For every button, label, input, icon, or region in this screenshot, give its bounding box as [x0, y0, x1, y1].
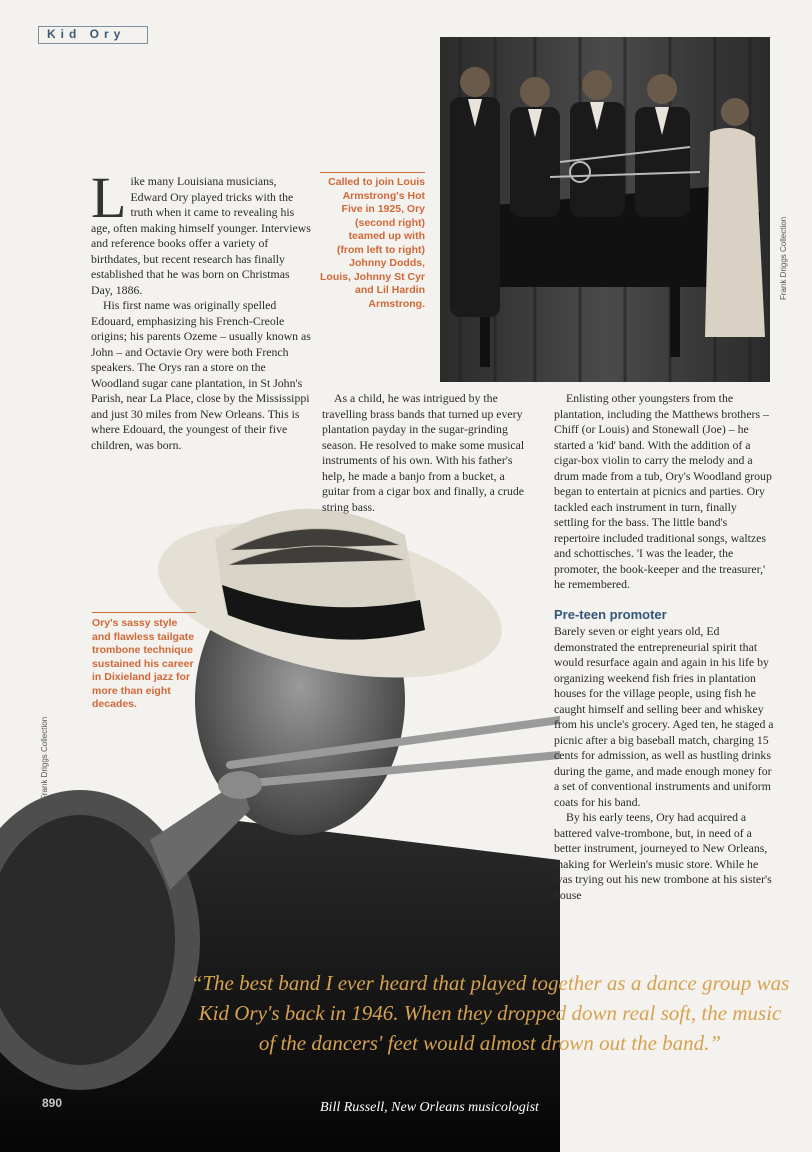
article-column-1 — [91, 165, 313, 453]
band-photo — [440, 37, 770, 382]
photo-caption-top: Called to join Louis Armstrong's Hot Five in 1925, Ory (second right) teamed up with (from left to right) Johnny Dodds, Louis, Johnny St Cyr and Lil Hardin Armstrong. — [320, 172, 425, 311]
quote-attribution: Bill Russell, New Orleans musicologist — [320, 1100, 539, 1115]
page-number: 890 — [42, 1096, 63, 1110]
paragraph: Enlisting other youngsters from the plantation, including the Matthews brothers – Chiff (or Louis) and Stonewall (Joe) – he started a 'kid' band. With the addition of a cigar-box violin to carry the melody and a drum made from a tub, Ory's Woodland group began to entertain at picnics and parties. Ory tackled each instrument in turn, finally settling for the bass. The little band's repertoire included traditional songs, waltzes and schottisches. 'I was the leader, the promoter, the book-keeper and the treasurer,' he remembered. — [554, 391, 772, 591]
paragraph: By his early teens, Ory had acquired a battered valve-trombone, but, in need of a better instrument, journeyed to New Orleans, making for Werlein's music store. While he was trying out his new trombone at his sister's house — [554, 810, 772, 902]
drop-cap: L — [91, 165, 127, 230]
photo-credit-bottom: Frank Driggs Collection — [40, 716, 49, 800]
pull-quote: “The best band I ever heard that played together as a dance group was Kid Ory's back in 1946. When they dropped down real soft, the music of the dancers' feet would almost drown out the band.” — [190, 971, 790, 1055]
paragraph: His first name was originally spelled Edouard, emphasizing his French-Creole origins; his parents Ozeme – usually known as John – and Octavie Ory were both French speakers. The Orys ran a store on the Woodland sugar cane plantation, in St John's Parish, near La Place, close by the Mississippi and just 30 miles from New Orleans. This is where Edouard, the youngest of their five children, was born. — [91, 298, 311, 452]
article-column-3 — [554, 391, 774, 903]
paragraph: As a child, he was intrigued by the travelling brass bands that turned up every plantation payday in the sugar-grinding season. He resolved to make some musical instruments of his own. With his father's help, he made a banjo from a bucket, a guitar from a cigar box and finally, a crude string bass. — [322, 391, 525, 514]
photo-caption-bottom: Ory's sassy style and flawless tailgate trombone technique sustained his career in Dixieland jazz for more than eight decades. — [92, 612, 196, 712]
photo-credit-top: Frank Driggs Collection — [779, 216, 788, 300]
paragraph-text: ike many Louisiana musicians, Edward Ory played tricks with the truth when it came to revealing his age, often making himself younger. Interviews and reference books offer a variety of birthdates, but recent research has finally established that he was born on Christmas Day, 1886. — [91, 174, 311, 297]
paragraph: Barely seven or eight years old, Ed demonstrated the entrepreneurial spirit that would resurface again and again in his life by organizing weekend fish fries in plantation houses for the village people, using fish he caught himself and selling beer and whiskey from his uncle's grocery. Aged ten, he staged a picnic after a big baseball match, charging 15 cents for admission, as well as hustling drinks during the game, and made enough money for a set of conventional instruments and uniform coats for his band. — [554, 624, 774, 809]
article-column-2 — [322, 391, 527, 515]
subheading: Pre-teen promoter — [554, 606, 667, 622]
section-tag: Kid Ory — [38, 26, 148, 44]
band-photo-illustration — [440, 37, 770, 382]
paragraph — [91, 165, 313, 298]
